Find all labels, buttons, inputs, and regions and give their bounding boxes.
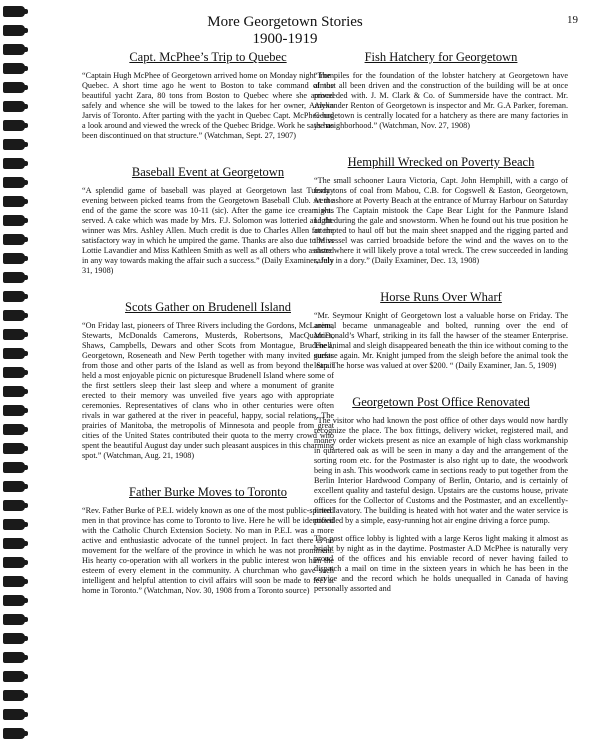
binding-coil [3,614,25,625]
binding-coil [3,633,25,644]
binding-coil [3,595,25,606]
binding-coil [3,63,25,74]
binding-coil [3,6,25,17]
article-body-continued: The post office lobby is lighted with a large Keros light making it almost as bright by night as in the daytime. Postmaster A.D McPhee is naturally very proud of the offices and his enviable record of never having failed to dispatch a mail on time in the sixteen years in which he has been in the service and the record which he holds unequalled in Canada of having personally assorted and [314,534,568,593]
article-headline: Georgetown Post Office Renovated [352,395,530,409]
page-title: More Georgetown Stories [207,14,363,30]
article-body: “Captain Hugh McPhee of Georgetown arrived home on Monday night from Quebec. A short time ago he went to Boston to take command of the beautiful yacht Zara, 80 tons from Boston to Quebec where she arrived safely and whence she will be towed to the lakes for her owner, Amylin Jarvis of Toronto. After parting with the yacht in Quebec Capt. McPhee had a look around and viewed the wreck of the Quebec Bridge. Work he says has been discontinued on that structure.” (Watchman, Sept. 27, 1907) [82,71,334,140]
binding-coil [3,158,25,169]
spiral-binding [0,0,28,742]
article-headline: Father Burke Moves to Toronto [129,485,287,499]
binding-coil [3,329,25,340]
binding-coil [3,519,25,530]
binding-coil [3,367,25,378]
article-headline: Horse Runs Over Wharf [380,290,502,304]
article-fish-hatchery [314,50,568,131]
article-headline: Baseball Event at Georgetown [131,165,285,179]
article-father-burke [82,485,334,596]
binding-coil [3,310,25,321]
binding-coil [3,709,25,720]
binding-coil [3,101,25,112]
article-body: “On Friday last, pioneers of Three Rivers including the Gordons, McLarens, Stewarts, McDonalds Camerons, Musterds, Robertsons, MacQuarries, Shaws, Campbells, Dewars and other Scots from Montague, Brudenell, Georgetown, Roseneath and New Perth together with many invited guests from those and other parts of the Island as well as from beyond the Strait held a most enjoyable picnic on picturesque Brudenell Island where some of the first settlers sleep their last sleep and where a monument of granite erected to their memory was unveiled five years ago with appropriate ceremonies. Representatives of clans who in other centuries were often rivals in war gathered at the river in peaceful, happy, social relations. The prairies of Manitoba, the metropolis of Minnesota and people from great cities of the United States contributed their quota to the merry crowd who spent the beautiful August day under such pleasant auspices in this charming spot.” (Watchman, Aug. 21, 1908) [82,321,334,460]
article-headline: Fish Hatchery for Georgetown [364,50,518,64]
page-subtitle: 1900-1919 [252,31,318,47]
binding-coil [3,424,25,435]
binding-coil [3,25,25,36]
binding-coil [3,557,25,568]
article-hemphill-wrecked [314,155,568,266]
binding-coil [3,462,25,473]
binding-coil [3,652,25,663]
article-body: “The piles for the foundation of the lobster hatchery at Georgetown have almost all been driven and the construction of the building will be at once proceeded with. J. M. Clark & Co. of Summerside have the contract. Mr. Alexander Renton of Georgetown is inspector and Mr. G.A Parker, foreman. Georgetown is centrally located for a hatchery as there are many factories in the neighborhood.” (Watchman, Nov. 27, 1908) [314,71,568,130]
article-body: “A splendid game of baseball was played at Georgetown last Tuesday evening between picked teams from the Georgetown Baseball Club. At the end of the game the score was 10-11 (sic). After the game ice cream was served. A cake which was made by Mrs. F.J. Solomon was lotteried and the winner was Mrs. Ashley Allen. Much credit is due to Charles Allen for the satisfactory way in which he umpired the game. Thanks are also due to Miss Lottie Lavandier and Miss Kathleen Smith as well as all others who assisted in any way towards making the affair such a success.” (Daily Examiner, July 31, 1908) [82,186,334,275]
binding-coil [3,538,25,549]
binding-coil [3,82,25,93]
binding-coil [3,215,25,226]
binding-coil [3,386,25,397]
article-body: “The visitor who had known the post office of other days would now hardly recognize the place. The box fittings, delivery wicket, registered mail, and money order wickets present as nice an example of high class workmanship in quartered oak as will be seen in many a day and the arrangement of the sorting room etc. for the Postmaster is also right up to date, the woodwork being in ash. This woodwork came in sections ready to put together from the Berlin Interior Hardwood Company of Berlin, Ontario, and is certainly of excellent quality and tasteful design. Upstairs are the customs house, private offices for the Collector of Customs and the Postmaster, and an excellently-fitted lavatory. The building is heated with hot water and the water service is provided by a simple, easy-running hot air engine driving a force pump. [314,416,568,525]
binding-coil [3,500,25,511]
left-column [82,50,334,606]
right-column [314,50,568,604]
page-header [60,14,510,48]
binding-coil [3,348,25,359]
article-headline: Hemphill Wrecked on Poverty Beach [347,155,535,169]
binding-coil [3,234,25,245]
page-number: 19 [567,14,578,26]
binding-coil [3,44,25,55]
article-headline: Scots Gather on Brudenell Island [125,300,291,314]
binding-coil [3,405,25,416]
binding-coil [3,671,25,682]
article-scots-gather [82,300,334,461]
article-body: “Mr. Seymour Knight of Georgetown lost a valuable horse on Friday. The animal became unmanageable and bolted, running over the end of McDonald’s Wharf, striking in its fall the hawser of the steamer Enterprise. The animal and sleigh disappeared beneath the thin ice without coming to the surface again. Mr. Knight jumped from the sleigh before the animal took the leap. The horse was valued at over $200. “ (Daily Examiner, Jan. 5, 1909) [314,311,568,370]
article-mcphee-trip [82,50,334,141]
article-headline: Capt. McPhee’s Trip to Quebec [129,50,287,64]
binding-coil [3,443,25,454]
binding-coil [3,690,25,701]
binding-coil [3,120,25,131]
article-body: “Rev. Father Burke of P.E.I. widely known as one of the most public-spirited men in that province has come to Toronto to live. Here he will be identified with the Catholic Church Extension Society. No man in P.E.I. was a more active and enthusiastic advocate of the tunnel project. In fact there is no movement for the welfare of the province in which he was not prominent. His hearty co-operation with all workers in the public interest won him the esteem of every element in the community. A churchman who gave such intelligent and helpful attention to civil affairs will soon be made to feel at home in Toronto.” (Watchman, Nov. 30, 1908 from a Toronto source) [82,506,334,595]
binding-coil [3,196,25,207]
article-baseball-event [82,165,334,276]
binding-coil [3,576,25,587]
article-horse-runs [314,290,568,371]
binding-coil [3,291,25,302]
article-post-office [314,395,568,594]
binding-coil [3,139,25,150]
binding-coil [3,481,25,492]
binding-coil [3,728,25,739]
article-body: “The small schooner Laura Victoria, Capt. John Hemphill, with a cargo of forty tons of coal from Mabou, C.B. for Cogswell & Easton, Georgetown, went ashore at Poverty Beach at the entrance of Murray Harbour on Saturday night. The Captain mistook the Cape Bear Light for the Panmure Island Light during the gale and snowstorm. When he found out his true position he attempted to haul off but the main sheet snapped and the rigging parted and the vessel was carried broadside before the wind and the waves on to the shore where it will likely prove a total wreck. The crew succeeded in landing safely in a dory.” (Daily Examiner, Dec. 13, 1908) [314,176,568,265]
binding-coil [3,177,25,188]
binding-coil [3,253,25,264]
binding-coil [3,272,25,283]
